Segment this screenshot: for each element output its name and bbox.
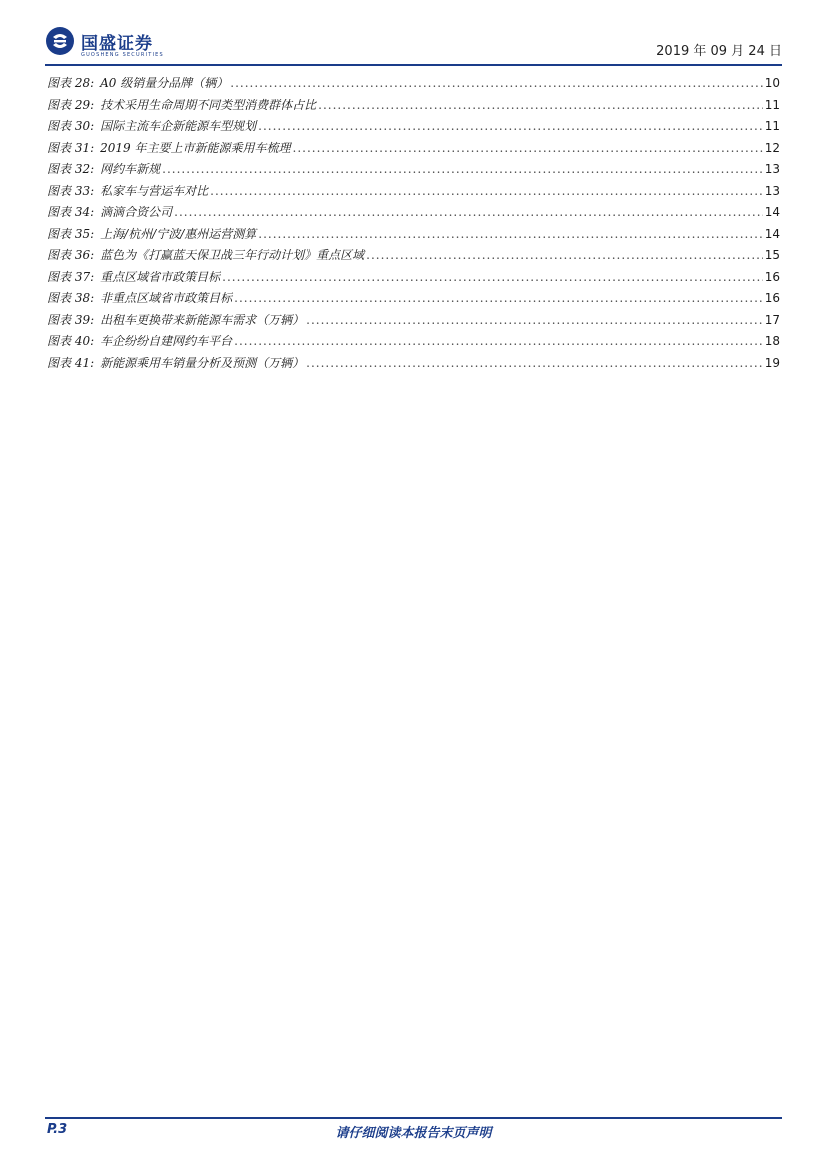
- toc-leader-dots: [234, 291, 763, 305]
- toc-figure-title: A0 级销量分品牌（辆）: [100, 76, 229, 90]
- toc-leader-dots: [258, 119, 763, 133]
- toc-figure-label: 图表 35:: [47, 226, 95, 241]
- footer-disclaimer: 请仔细阅读本报告末页声明: [335, 1126, 492, 1141]
- toc-entry[interactable]: [47, 268, 780, 290]
- toc-page-number: 16: [764, 269, 780, 284]
- toc-figure-label: 图表 34:: [47, 205, 95, 219]
- toc-figure-title: 蓝色为《打赢蓝天保卫战三年行动计划》重点区域: [100, 248, 365, 262]
- page-header: [45, 22, 782, 64]
- toc-figure-label: 图表 39:: [47, 312, 95, 327]
- toc-page-number: 13: [764, 162, 780, 176]
- toc-leader-dots: [222, 270, 763, 284]
- toc-figure-title: 私家车与营运车对比: [100, 183, 209, 198]
- page-number: P.3: [47, 1122, 68, 1137]
- toc-figure-title: 网约车新规: [100, 162, 161, 176]
- toc-page-number: 16: [764, 291, 780, 305]
- toc-figure-label: 图表 40:: [47, 334, 95, 348]
- toc-leader-dots: [162, 162, 763, 176]
- toc-figure-label: 图表 37:: [47, 269, 95, 284]
- toc-entry[interactable]: [47, 117, 780, 139]
- toc-page-number: 14: [764, 226, 780, 241]
- toc-figure-label: 图表 30:: [47, 119, 95, 133]
- toc-figure-title: 滴滴合资公司: [100, 205, 173, 219]
- toc-leader-dots: [210, 184, 763, 198]
- toc-leader-dots: [293, 141, 763, 155]
- toc-figure-title: 技术采用生命周期不同类型消费群体占比: [100, 97, 317, 112]
- toc-figure-title: 重点区域省市政策目标: [100, 269, 221, 284]
- toc-figure-label: 图表 33:: [47, 183, 95, 198]
- toc-entry[interactable]: [47, 203, 780, 225]
- toc-page-number: 12: [764, 140, 780, 155]
- toc-figure-title: 2019 年主要上市新能源乘用车梳理: [100, 140, 291, 155]
- toc-figure-label: 图表 38:: [47, 291, 95, 305]
- toc-page-number: 17: [764, 312, 780, 327]
- toc-page-number: 19: [764, 355, 780, 370]
- toc-figure-label: 图表 31:: [47, 140, 95, 155]
- toc-entry[interactable]: [47, 246, 780, 268]
- toc-entry[interactable]: [47, 160, 780, 182]
- footer-divider: [45, 1117, 782, 1119]
- toc-page-number: 11: [764, 119, 780, 133]
- toc-figure-label: 图表 41:: [47, 355, 95, 370]
- toc-leader-dots: [234, 334, 763, 348]
- toc-entry[interactable]: [47, 74, 780, 96]
- toc-figure-title: 上海/杭州/宁波/惠州运营测算: [100, 226, 257, 241]
- toc-leader-dots: [306, 356, 763, 370]
- toc-figure-title: 国际主流车企新能源车型规划: [100, 119, 257, 133]
- toc-page-number: 11: [764, 97, 780, 112]
- toc-leader-dots: [258, 227, 762, 241]
- toc-figure-label: 图表 32:: [47, 162, 95, 176]
- toc-leader-dots: [306, 313, 763, 327]
- toc-leader-dots: [174, 205, 763, 219]
- toc-page-number: 18: [764, 334, 780, 348]
- table-of-figures: [47, 74, 780, 375]
- toc-figure-label: 图表 36:: [47, 248, 95, 262]
- toc-entry[interactable]: [47, 332, 780, 354]
- toc-figure-title: 新能源乘用车销量分析及预测（万辆）: [100, 355, 305, 370]
- toc-page-number: 15: [764, 248, 780, 262]
- toc-figure-label: 图表 28:: [47, 76, 95, 90]
- toc-entry[interactable]: [47, 96, 780, 118]
- toc-entry[interactable]: [47, 225, 780, 247]
- toc-page-number: 13: [764, 183, 780, 198]
- toc-leader-dots: [318, 98, 763, 112]
- toc-leader-dots: [230, 76, 762, 90]
- brand-subtitle: GUOSHENG SECURITIES: [81, 52, 164, 58]
- toc-page-number: 14: [764, 205, 780, 219]
- toc-entry[interactable]: [47, 289, 780, 311]
- brand-name: 国盛证券: [81, 33, 153, 54]
- header-divider: [45, 64, 782, 66]
- toc-figure-title: 出租车更换带来新能源车需求（万辆）: [100, 312, 305, 327]
- toc-entry[interactable]: [47, 311, 780, 333]
- toc-figure-label: 图表 29:: [47, 97, 95, 112]
- toc-page-number: 10: [764, 76, 780, 90]
- toc-leader-dots: [366, 248, 763, 262]
- guosheng-logo-icon: [45, 26, 75, 56]
- report-date: 2019 年 09 月 24 日: [656, 44, 782, 59]
- toc-entry[interactable]: [47, 182, 780, 204]
- toc-figure-title: 车企纷纷自建网约车平台: [100, 334, 233, 348]
- toc-entry[interactable]: [47, 354, 780, 376]
- toc-entry[interactable]: [47, 139, 780, 161]
- toc-figure-title: 非重点区域省市政策目标: [100, 291, 233, 305]
